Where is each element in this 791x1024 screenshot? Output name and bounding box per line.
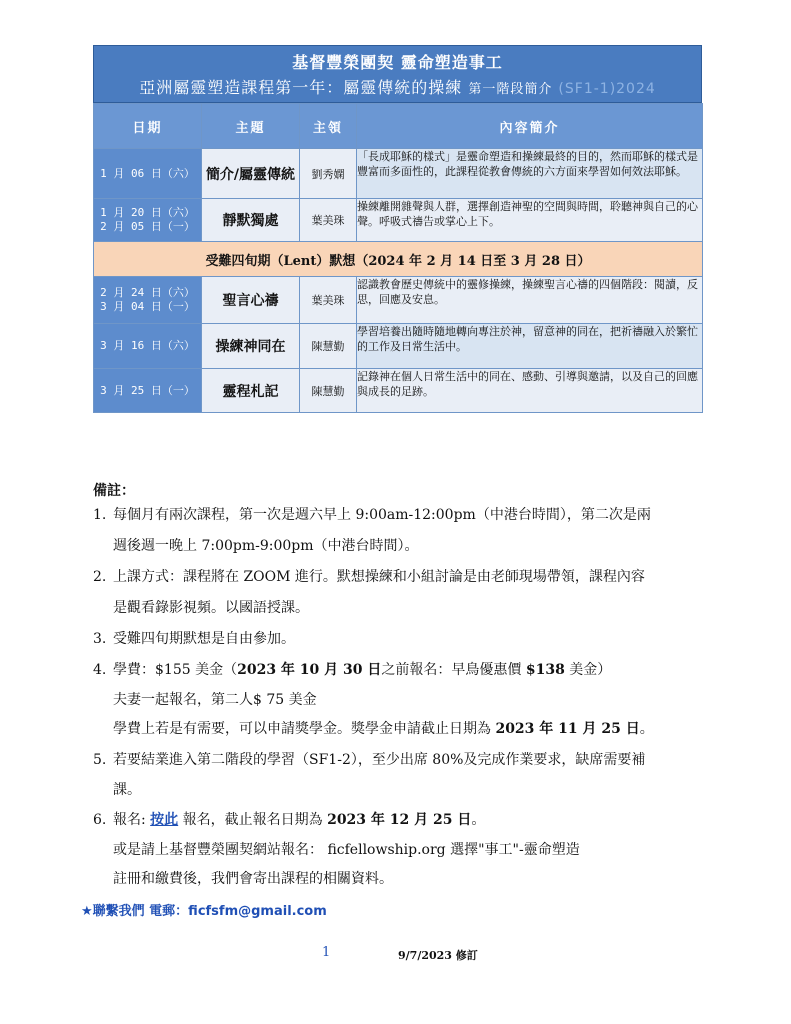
notes-title: 備註： [93,483,135,499]
note-2: 2. 上課方式：課程將在 ZOOM 進行。默想操練和小組討論是由老師現場帶領，課程內容 [93,569,645,585]
note-5: 5. 若要結業進入第二階段的學習（SF1-2），至少出席 80%及完成作業要求，缺席需要補 [93,752,646,768]
row-desc: 認識教會歷史傳統中的靈修操練，操練聖言心禱的四個階段：閱讀，反思，回應及安息。 [357,277,703,324]
contact-email[interactable]: ★聯繫我們 電郵：ficfsfm@gmail.com [81,904,327,919]
header-date: 日期 [94,104,202,149]
note-1-cont: 週後週一晚上 7:00pm-9:00pm（中港台時間）。 [113,538,419,554]
note-2-cont: 是觀看錄影視頻。以國語授課。 [113,600,309,616]
row-desc: 記錄神在個人日常生活中的同在、感動、引導與邀請，以及自己的回應與成長的足跡。 [357,369,703,413]
row-topic: 聖言心禱 [202,277,300,324]
register-link[interactable]: 按此 [150,812,179,828]
row-date: 1 月 06 日（六） [94,149,202,199]
note-6-after: 註冊和繳費後，我們會寄出課程的相關資料。 [113,871,393,887]
org-title: 基督豐榮團契 靈命塑造事工 [292,53,503,72]
course-title [94,75,701,98]
header-desc: 內容簡介 [357,104,703,149]
row-topic: 靜默獨處 [202,199,300,242]
row-lead: 葉美珠 [300,277,357,324]
course-title-stage: 第一階段簡介 [468,82,553,97]
note-4-scholarship: 學費上若是有需要，可以申請獎學金。獎學金申請截止日期為 2023 年 11 月 25 日。 [113,721,654,737]
row-date: 3 月 16 日（六） [94,324,202,369]
course-code: (SF1-1)2024 [558,81,656,97]
row-lead: 劉秀嫻 [300,149,357,199]
schedule-table [93,103,703,413]
table-header-row [94,104,703,149]
row-topic: 簡介/屬靈傳統 [202,149,300,199]
page-number: 1 [322,945,331,960]
note-3: 3. 受難四旬期默想是自由參加。 [93,631,295,647]
note-5-cont: 課。 [113,782,141,798]
note-6-website: 或是請上基督豐榮團契網站報名： ficfellowship.org 選擇"事工"-靈命塑造 [113,842,580,858]
table-row [94,324,703,369]
row-desc: 學習培養出隨時隨地轉向專注於神，留意神的同在，把祈禱融入於繁忙的工作及日常生活中。 [357,324,703,369]
title-banner [93,45,702,103]
row-lead: 陳慧勤 [300,369,357,413]
header-lead: 主領 [300,104,357,149]
lent-label: 受難四旬期（Lent）默想（2024 年 2 月 14 日至 3 月 28 日） [94,242,703,277]
revision-date: 9/7/2023 修訂 [398,949,478,962]
note-1: 1. 每個月有兩次課程，第一次是週六早上 9:00am-12:00pm（中港台時間），第二次是兩 [93,507,651,523]
row-topic: 操練神同在 [202,324,300,369]
row-date: 3 月 25 日（一） [94,369,202,413]
note-4: 4. 學費：$155 美金（2023 年 10 月 30 日之前報名：早鳥優惠價 $138 美金） [93,662,612,678]
row-lead: 葉美珠 [300,199,357,242]
table-row [94,369,703,413]
row-desc: 「長成耶穌的樣式」是靈命塑造和操練最終的目的，然而耶穌的樣式是豐富而多面性的，此課程從教會傳統的六方面來學習如何效法耶穌。 [357,149,703,199]
row-desc: 操練離開雜聲與人群，選擇創造神聖的空間與時間，聆聽神與自己的心聲。呼吸式禱告或掌心上下。 [357,199,703,242]
header-topic: 主題 [202,104,300,149]
lent-row [94,242,703,277]
table-row [94,199,703,242]
row-date: 1 月 20 日（六） 2 月 05 日（一） [94,199,202,242]
row-lead: 陳慧勤 [300,324,357,369]
note-6: 6. 報名: 按此 報名，截止報名日期為 2023 年 12 月 25 日。 [93,812,486,828]
table-row [94,277,703,324]
note-4-couple: 夫妻一起報名，第二人$ 75 美金 [113,692,317,708]
row-topic: 靈程札記 [202,369,300,413]
row-date: 2 月 24 日（六） 3 月 04 日（一） [94,277,202,324]
course-title-main: 亞洲屬靈塑造課程第一年：屬靈傳統的操練 [139,78,463,97]
table-row [94,149,703,199]
